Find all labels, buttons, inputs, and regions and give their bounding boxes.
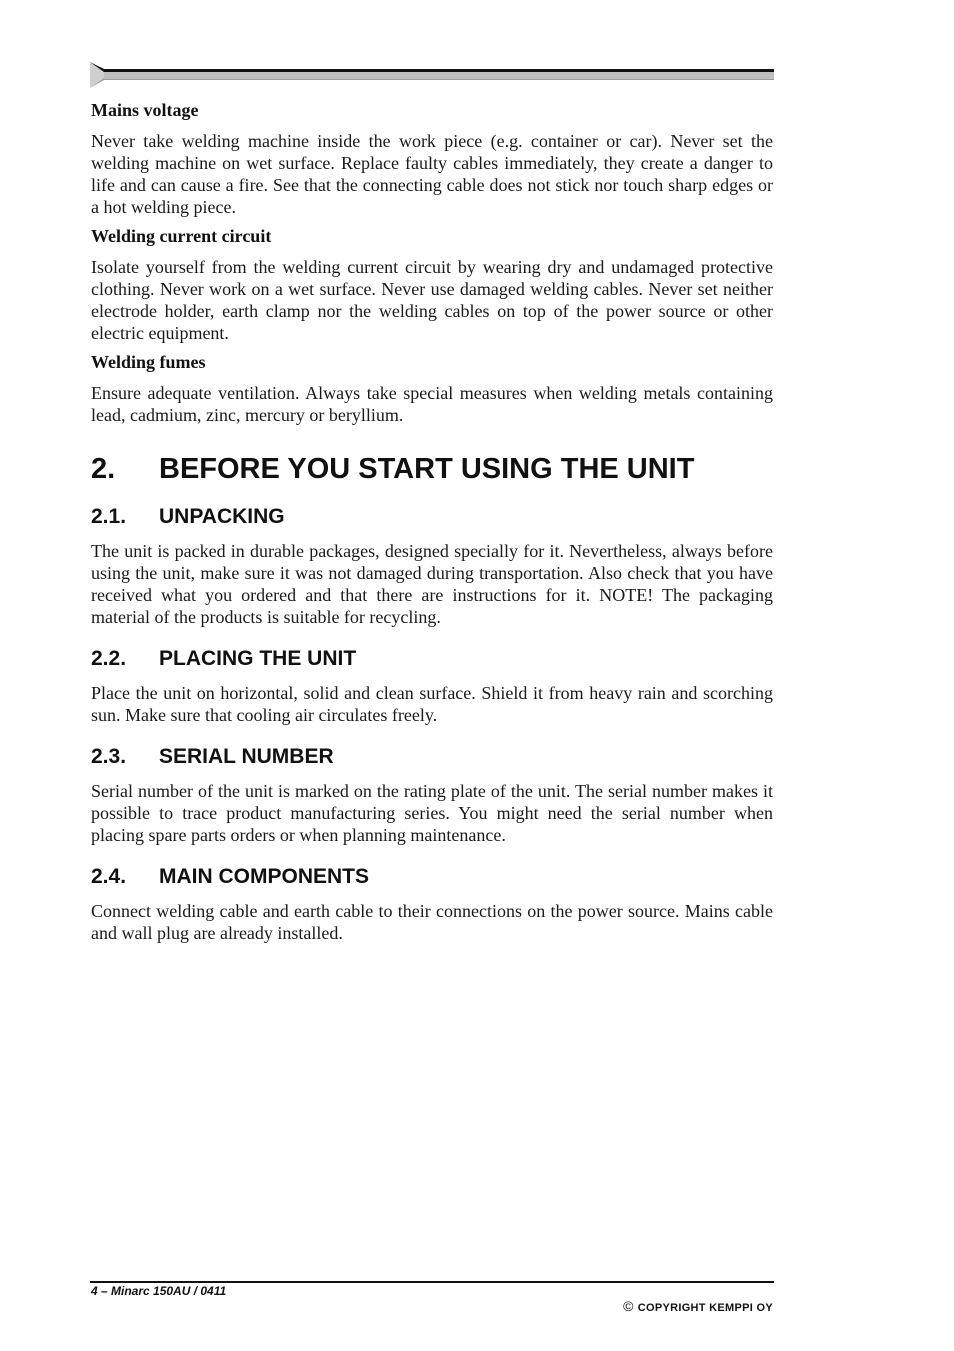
footer-page-info: 4 – Minarc 150AU / 0411 [91,1284,227,1298]
subsection-number: 2.4. [91,865,127,888]
page-content [91,98,773,950]
subsection-number: 2.1. [91,505,127,528]
subsection-paragraph: The unit is packed in durable packages, designed specially for it. Nevertheless, always before using the unit, make sure it was not damaged during transportation. Also check that you have received what you ordered and that there are instructions for it. NOTE! The packaging material of the products is suitable for recycling. [91,541,773,627]
safety-section-mains-voltage [91,98,773,218]
chapter-heading [91,452,773,486]
section-paragraph: Ensure adequate ventilation. Always take special measures when welding metals containing lead, cadmium, zinc, mercury or beryllium. [91,383,773,425]
subsection-title: SERIAL NUMBER [159,745,334,768]
section-heading: Welding fumes [91,352,206,372]
subsection-placing-the-unit [91,646,773,726]
safety-section-welding-current-circuit [91,224,773,344]
chapter-title: BEFORE YOU START USING THE UNIT [159,453,695,485]
subsection-title: PLACING THE UNIT [159,647,357,670]
subsection-title: MAIN COMPONENTS [159,865,369,888]
section-paragraph: Never take welding machine inside the work piece (e.g. container or car). Never set the welding machine on wet surface. Replace faulty cables immediately, they create a danger to life and can cause a fire. See that the connecting cable does not stick nor touch sharp edges or a hot welding piece. [91,131,773,217]
section-heading: Mains voltage [91,100,199,120]
subsection-number: 2.2. [91,647,127,670]
subsection-heading [91,646,773,672]
subsection-heading [91,504,773,530]
subsection-heading [91,744,773,770]
subsection-serial-number [91,744,773,846]
subsection-paragraph: Serial number of the unit is marked on the rating plate of the unit. The serial number makes it possible to trace product manufacturing series. You might need the serial number when placing spare parts orders or when planning maintenance. [91,781,773,845]
subsection-main-components [91,864,773,944]
copyright-symbol: © [623,1298,634,1314]
chapter-number: 2. [91,453,116,485]
subsection-paragraph: Connect welding cable and earth cable to their connections on the power source. Mains cable and wall plug are already installed. [91,901,773,943]
subsection-title: UNPACKING [159,505,285,528]
copyright-text: COPYRIGHT KEMPPI OY [637,1302,773,1314]
safety-section-welding-fumes [91,350,773,426]
footer-divider [90,1281,774,1283]
subsection-heading [91,864,773,890]
section-paragraph: Isolate yourself from the welding current circuit by wearing dry and undamaged protective clothing. Never work on a wet surface. Never use damaged welding cables. Never set neither electrode holder, earth clamp nor the welding cables on top of the power source or other electric equipment. [91,257,773,343]
subsection-number: 2.3. [91,745,127,768]
header-rule-decoration [90,62,774,88]
subsection-unpacking [91,504,773,628]
subsection-paragraph: Place the unit on horizontal, solid and clean surface. Shield it from heavy rain and scorching sun. Make sure that cooling air circulates freely. [91,683,773,725]
footer-copyright [623,1298,773,1314]
section-heading: Welding current circuit [91,226,272,246]
